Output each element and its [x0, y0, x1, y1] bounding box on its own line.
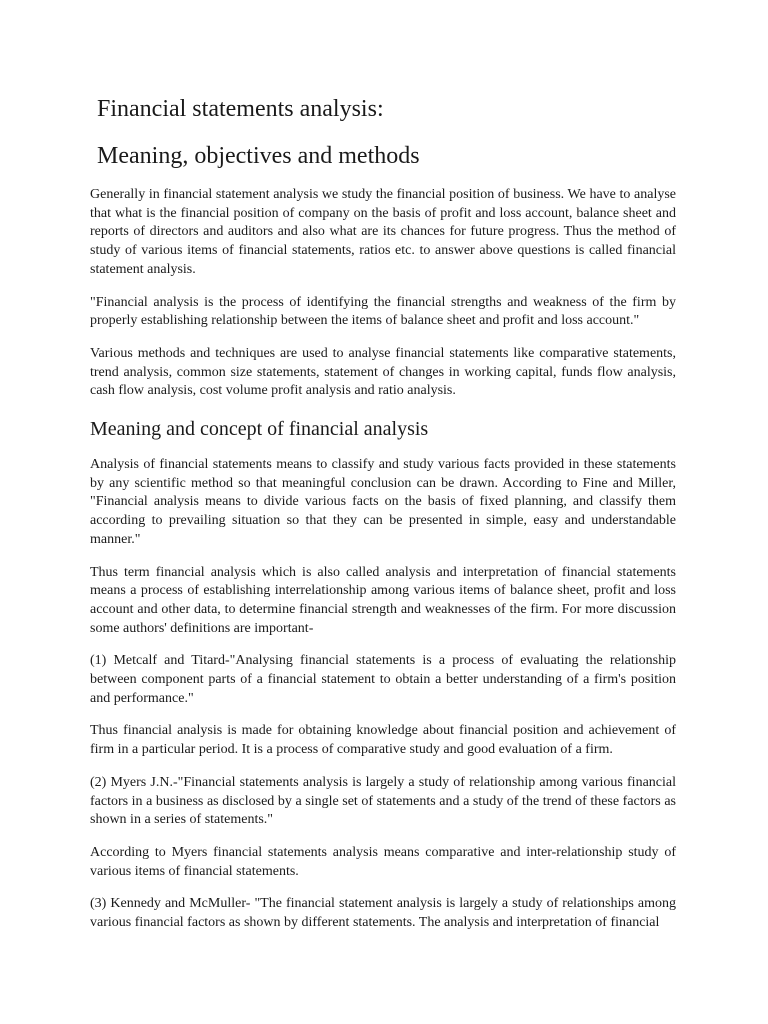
document-title-line-2: Meaning, objectives and methods [97, 143, 420, 169]
document-body [90, 186, 676, 947]
intro-paragraph-3-methods: Various methods and techniques are used to analyse financial statements like comparative statements, trend analysis, common size statements, statement of changes in working capital, funds flow analysis, cash flow analysis, cost volume profit analysis and ratio analysis. [90, 345, 676, 399]
section-paragraph-2: Thus term financial analysis which is also called analysis and interpretation of financial statements means a process of establishing interrelationship among various items of balance sheet, profit and loss account and other data, to determine financial strength and weaknesses of the firm. For more discussion some authors' definitions are important- [90, 564, 676, 636]
definition-myers: (2) Myers J.N.-"Financial statements analysis is largely a study of relationship among various financial factors in a business as disclosed by a single set of statements and a study of the trend of these factors as shown in a series of statements." [90, 774, 676, 828]
definition-metcalf-titard: (1) Metcalf and Titard-"Analysing financial statements is a process of evaluating the relationship between component parts of a financial statement to obtain a better understanding of a firm's position and performance." [90, 653, 676, 706]
definition-kennedy-mcmuller: (3) Kennedy and McMuller- "The financial statement analysis is largely a study of relationships among various financial factors as shown by different statements. The analysis and interpretation of financial [90, 896, 676, 931]
section-paragraph-4: Thus financial analysis is made for obtaining knowledge about financial position and achievement of firm in a particular period. It is a process of comparative study and good evaluation of a firm. [90, 723, 676, 758]
intro-paragraph-1: Generally in financial statement analysis we study the financial position of business. We have to analyse that what is the financial position of company on the basis of profit and loss account, balance sheet and reports of directors and auditors and also what are its chances for future progress. Thus the method of study of various items of financial statements, ratios etc. to answer above questions is called financial statement analysis. [90, 187, 676, 277]
section-paragraph-1: Analysis of financial statements means to classify and study various facts provided in these statements by any scientific method so that meaningful conclusion can be drawn. According to Fine and Miller, "Financial analysis means to divide various facts on the basis of fixed planning, and classify them according to prevailing situation so that they can be presented in simple, easy and understandable manner." [90, 457, 676, 547]
section-paragraph-6: According to Myers financial statements analysis means comparative and inter-relationship study of various items of financial statements. [90, 844, 676, 879]
intro-paragraph-2-definition-quote: "Financial analysis is the process of identifying the financial strengths and weakness of the firm by properly establishing relationship between the items of balance sheet and profit and loss account." [90, 294, 676, 329]
document-title-line-1: Financial statements analysis: [97, 96, 384, 122]
section-heading: Meaning and concept of financial analysis [90, 418, 429, 441]
